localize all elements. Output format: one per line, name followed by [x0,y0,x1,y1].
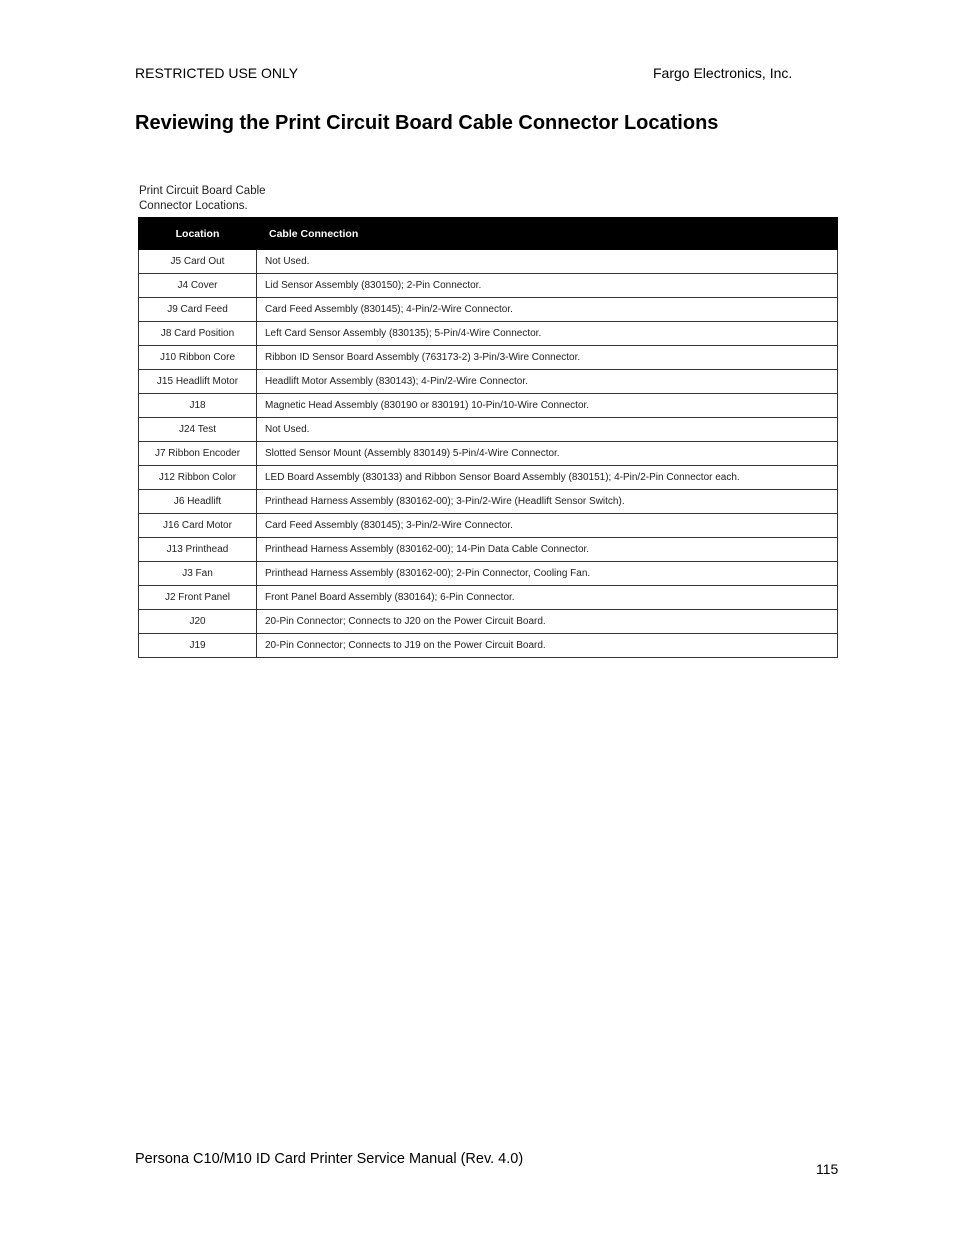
table-row [139,346,838,370]
location-cell: J9 Card Feed [139,298,257,322]
connection-cell: LED Board Assembly (830133) and Ribbon Sensor Board Assembly (830151); 4-Pin/2-Pin Connector each. [257,466,838,490]
connection-cell: Magnetic Head Assembly (830190 or 830191) 10-Pin/10-Wire Connector. [257,394,838,418]
connection-cell: Printhead Harness Assembly (830162-00); 2-Pin Connector, Cooling Fan. [257,562,838,586]
table-row [139,418,838,442]
table-row [139,634,838,658]
column-header-cable-connection: Cable Connection [257,218,838,250]
location-cell: J16 Card Motor [139,514,257,538]
connection-cell: Not Used. [257,250,838,274]
connection-cell: 20-Pin Connector; Connects to J20 on the Power Circuit Board. [257,610,838,634]
table-row [139,586,838,610]
location-cell: J13 Printhead [139,538,257,562]
table-header-row [139,218,838,250]
location-cell: J15 Headlift Motor [139,370,257,394]
column-header-location: Location [139,218,257,250]
table-row [139,514,838,538]
table-caption: Print Circuit Board Cable Connector Locations. [139,185,266,212]
location-cell: J3 Fan [139,562,257,586]
location-cell: J7 Ribbon Encoder [139,442,257,466]
header-left: RESTRICTED USE ONLY [135,65,299,81]
connection-cell: 20-Pin Connector; Connects to J19 on the Power Circuit Board. [257,634,838,658]
location-cell: J24 Test [139,418,257,442]
location-cell: J6 Headlift [139,490,257,514]
table-row [139,466,838,490]
connection-cell: Card Feed Assembly (830145); 4-Pin/2-Wire Connector. [257,298,838,322]
connection-cell: Printhead Harness Assembly (830162-00); 3-Pin/2-Wire (Headlift Sensor Switch). [257,490,838,514]
connection-cell: Ribbon ID Sensor Board Assembly (763173-2) 3-Pin/3-Wire Connector. [257,346,838,370]
header-right: Fargo Electronics, Inc. [653,65,793,81]
table-row [139,562,838,586]
location-cell: J4 Cover [139,274,257,298]
connection-cell: Card Feed Assembly (830145); 3-Pin/2-Wire Connector. [257,514,838,538]
page-title: Reviewing the Print Circuit Board Cable Connector Locations [135,112,719,134]
page-number: 115 [816,1161,839,1177]
location-cell: J20 [139,610,257,634]
connection-cell: Slotted Sensor Mount (Assembly 830149) 5-Pin/4-Wire Connector. [257,442,838,466]
connection-cell: Left Card Sensor Assembly (830135); 5-Pin/4-Wire Connector. [257,322,838,346]
table-row [139,298,838,322]
table-row [139,250,838,274]
connection-cell: Front Panel Board Assembly (830164); 6-Pin Connector. [257,586,838,610]
table-row [139,538,838,562]
location-cell: J19 [139,634,257,658]
connection-cell: Printhead Harness Assembly (830162-00); 14-Pin Data Cable Connector. [257,538,838,562]
location-cell: J2 Front Panel [139,586,257,610]
footer-manual-title: Persona C10/M10 ID Card Printer Service Manual (Rev. 4.0) [135,1151,524,1167]
table-row [139,274,838,298]
location-cell: J10 Ribbon Core [139,346,257,370]
connection-cell: Not Used. [257,418,838,442]
table-row [139,610,838,634]
location-cell: J18 [139,394,257,418]
table-row [139,370,838,394]
table-row [139,322,838,346]
location-cell: J5 Card Out [139,250,257,274]
table-row [139,490,838,514]
table-row [139,442,838,466]
connector-table [138,217,838,658]
table-row [139,394,838,418]
location-cell: J12 Ribbon Color [139,466,257,490]
connection-cell: Lid Sensor Assembly (830150); 2-Pin Connector. [257,274,838,298]
connection-cell: Headlift Motor Assembly (830143); 4-Pin/2-Wire Connector. [257,370,838,394]
location-cell: J8 Card Position [139,322,257,346]
